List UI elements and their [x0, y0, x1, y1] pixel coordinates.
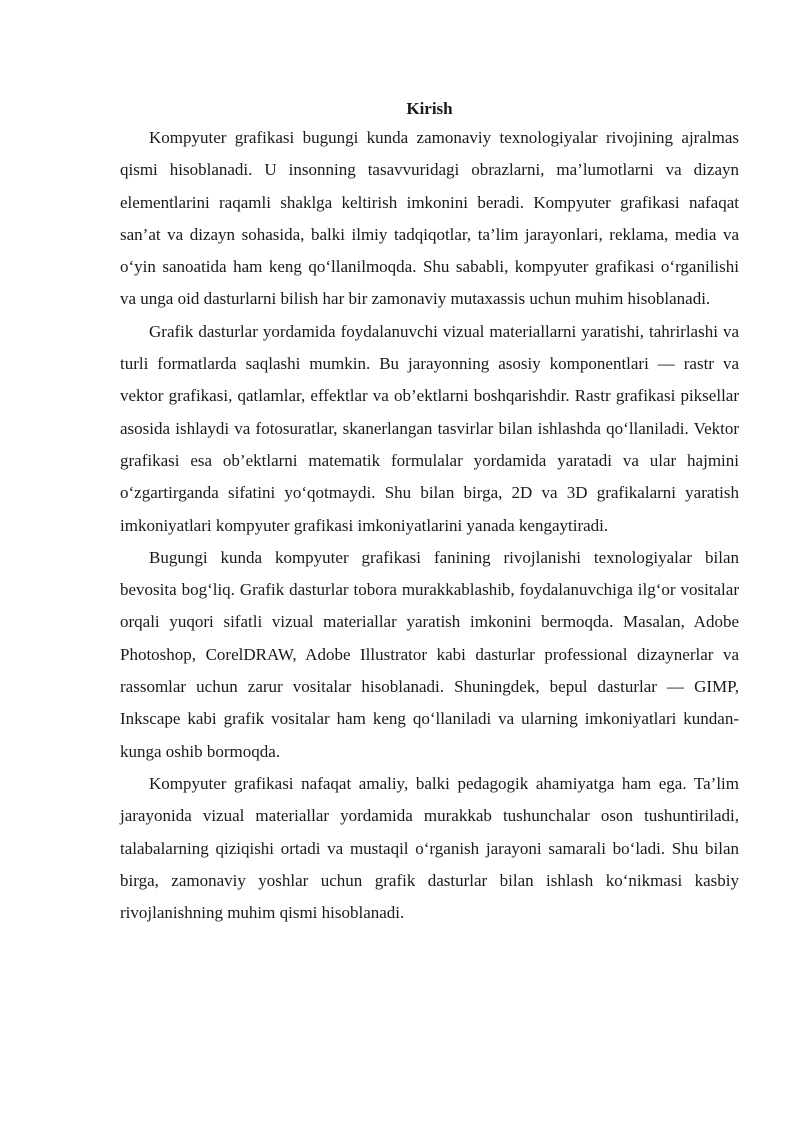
paragraph-1: Kompyuter grafikasi bugungi kunda zamonaviy texnologiyalar rivojining ajralmas qismi hisoblanadi. U insonning tasavvuridagi obrazlarni, ma’lumotlarni va dizayn elementlarini raqamli shaklga keltirish imkonini beradi. Kompyuter grafikasi nafaqat san’at va dizayn sohasida, balki ilmiy tadqiqotlar, ta’lim jarayonlari, reklama, media va o‘yin sanoatida ham keng qo‘llanilmoqda. Shu sababli, kompyuter grafikasi o‘rganilishi va unga oid dasturlarni bilish har bir zamonaviy mutaxassis uchun muhim hisoblanadi. — [120, 128, 739, 309]
page-title: Kirish — [406, 99, 453, 118]
paragraph-3: Bugungi kunda kompyuter grafikasi fanining rivojlanishi texnologiyalar bilan bevosita bog‘liq. Grafik dasturlar tobora murakkablashib, foydalanuvchiga ilg‘or vositalar orqali yuqori sifatli vizual materiallar yaratish imkonini bermoqda. Masalan, Adobe Photoshop, CorelDRAW, Adobe Illustrator kabi dasturlar professional dizaynerlar va rassomlar uchun zarur vositalar hisoblanadi. Shuningdek, bepul dasturlar — GIMP, Inkscape kabi grafik vositalar ham keng qo‘llaniladi va ularning imkoniyatlari kundan-kunga oshib bormoqda. — [120, 547, 739, 761]
paragraph-2: Grafik dasturlar yordamida foydalanuvchi vizual materiallarni yaratishi, tahrirlashi va turli formatlarda saqlashi mumkin. Bu jarayonning asosiy komponentlari — rastr va vektor grafikasi, qatlamlar, effektlar va ob’ektlarni boshqarishdir. Rastr grafikasi piksellar asosida ishlaydi va fotosuratlar, skanerlangan tasvirlar bilan ishlashda qo‘llaniladi. Vektor grafikasi esa ob’ektlarni matematik formulalar yordamida yaratadi va ular hajmini o‘zgartirganda sifatini yo‘qotmaydi. Shu bilan birga, 2D va 3D grafikalarni yaratish imkoniyatlari kompyuter grafikasi imkoniyatlarini yanada kengaytiradi. — [120, 321, 739, 535]
document-body — [120, 95, 739, 929]
paragraph-4: Kompyuter grafikasi nafaqat amaliy, balki pedagogik ahamiyatga ham ega. Ta’lim jarayonida vizual materiallar yordamida murakkab tushunchalar oson tushuntiriladi, talabalarning qiziqishi ortadi va mustaqil o‘rganish jarayoni samarali bo‘ladi. Shu bilan birga, zamonaviy yoshlar uchun grafik dasturlar bilan ishlash ko‘nikmasi kasbiy rivojlanishning muhim qismi hisoblanadi. — [120, 773, 739, 923]
